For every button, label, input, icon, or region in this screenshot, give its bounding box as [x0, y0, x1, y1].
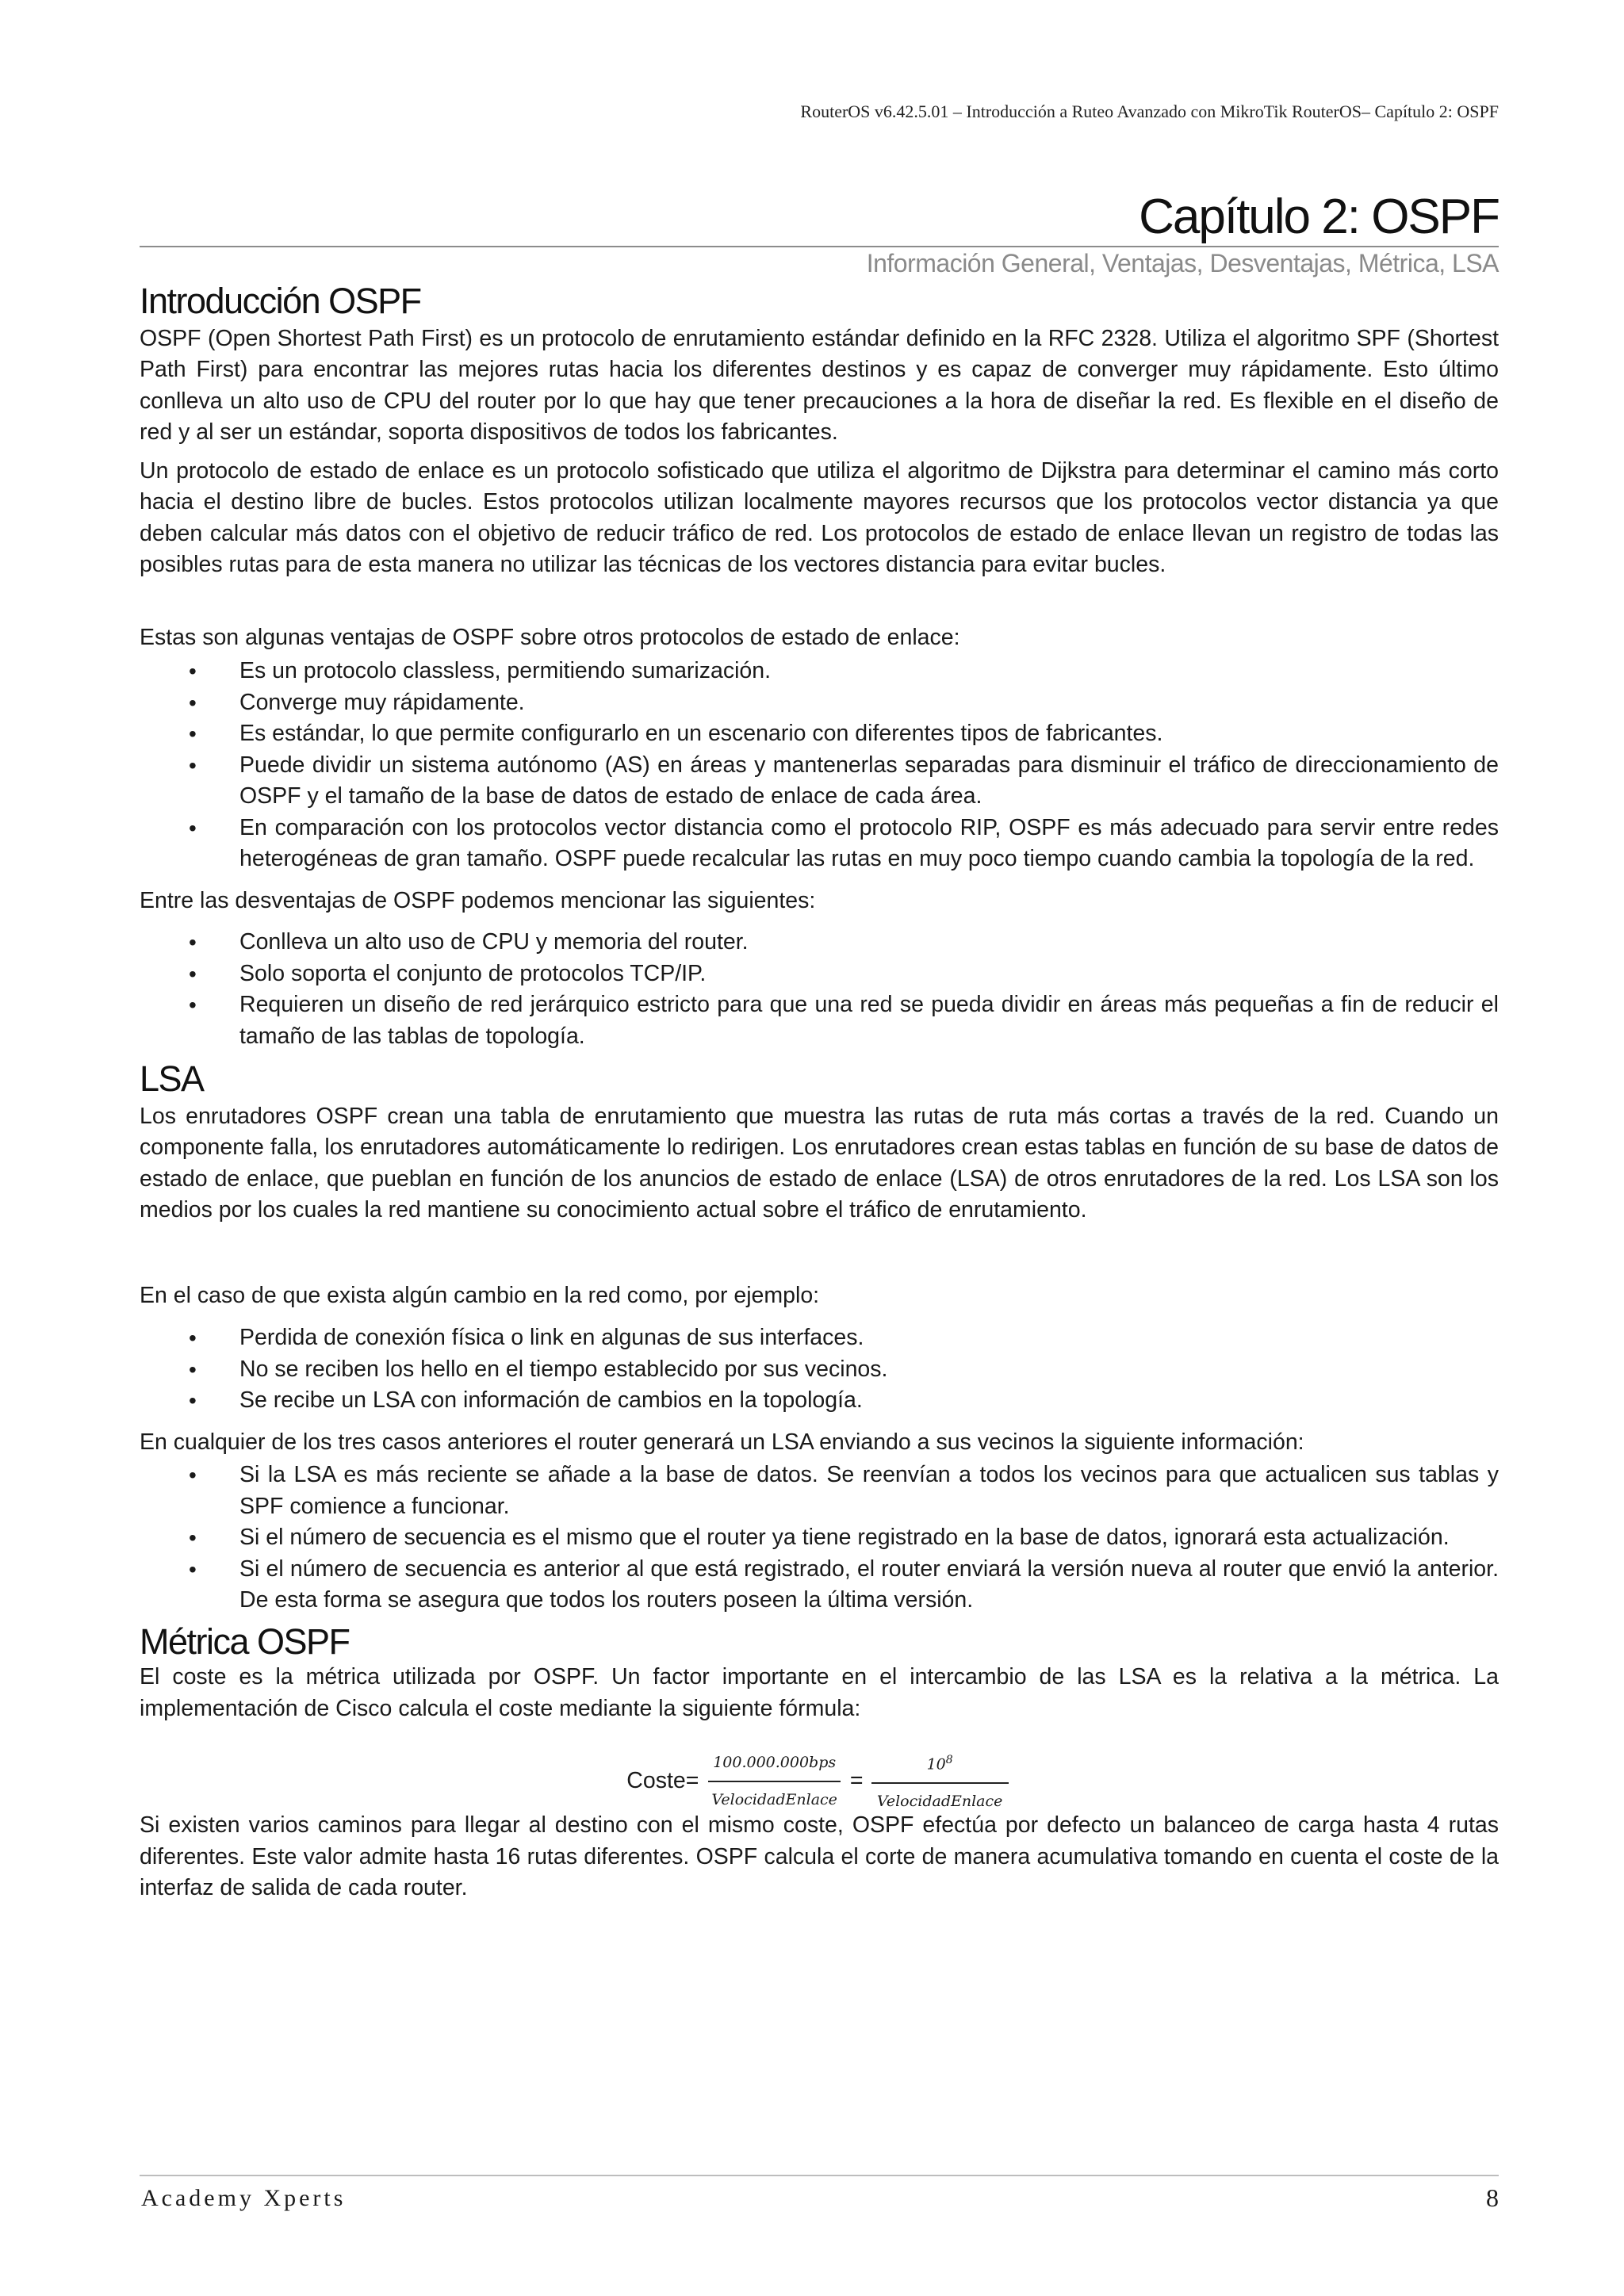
- list-item: • Es un protocolo classless, permitiendo sumarización.: [140, 656, 1499, 687]
- bullet-icon: •: [189, 752, 197, 778]
- list-item: • Requieren un diseño de red jerárquico estricto para que una red se pueda dividir en áreas más pequeñas a fin de reducir el tamaño de las tablas de topología.: [140, 989, 1499, 1052]
- chapter-title: Capítulo 2: OSPF: [1139, 189, 1499, 244]
- list-item: • Si el número de secuencia es el mismo que el router ya tiene registrado en la base de datos, ignorará esta actualización.: [140, 1522, 1499, 1554]
- bullet-icon: •: [189, 1525, 197, 1550]
- bullet-icon: •: [189, 659, 197, 683]
- changes-intro: En el caso de que exista algún cambio en la red como, por ejemplo:: [140, 1282, 820, 1308]
- advantages-intro: Estas son algunas ventajas de OSPF sobre otros protocolos de estado de enlace:: [140, 624, 960, 650]
- list-item: • No se reciben los hello en el tiempo establecido por sus vecinos.: [140, 1354, 1499, 1386]
- list-item: • Perdida de conexión física o link en algunas de sus interfaces.: [140, 1322, 1499, 1354]
- lsa-paragraph-1: Los enrutadores OSPF crean una tabla de enrutamiento que muestra las rutas de ruta más cortas a través de la red. Cuando un componente falla, los enrutadores automáticamente lo redirigen. Los enrutadores crean estas tablas en función de su base de datos de estado de enlace, que pueblan en función de los anuncios de estado de enlace (LSA) de otros enrutadores de la red. Los LSA son los medios por los cuales la red mantiene su conocimiento actual sobre el tráfico de enrutamiento.: [140, 1103, 1499, 1223]
- section-heading-metric: Métrica OSPF: [140, 1621, 350, 1662]
- list-item: • Es estándar, lo que permite configurarlo en un escenario con diferentes tipos de fabricantes.: [140, 718, 1499, 750]
- bullet-icon: •: [189, 1326, 197, 1350]
- title-divider: [140, 246, 1499, 247]
- list-item: • Puede dividir un sistema autónomo (AS) en áreas y mantenerlas separadas para disminuir el tráfico de direccionamiento de OSPF y el tamaño de la base de datos de estado de enlace de cada área.: [140, 750, 1499, 813]
- changes-list: [140, 1322, 1499, 1417]
- list-item: • Converge muy rápidamente.: [140, 687, 1499, 719]
- advantages-list: [140, 656, 1499, 875]
- formula-denominator: VelocidadEnlace: [876, 1793, 1003, 1811]
- bullet-icon: •: [189, 690, 197, 715]
- list-item: • Solo soporta el conjunto de protocolos TCP/IP.: [140, 959, 1499, 990]
- bullet-icon: •: [189, 930, 197, 955]
- cases-intro: En cualquier de los tres casos anteriores el router generará un LSA enviando a sus vecinos la siguiente información:: [140, 1429, 1304, 1455]
- cost-formula: [140, 1753, 1499, 1810]
- chapter-subtitle: Información General, Ventajas, Desventajas, Métrica, LSA: [866, 249, 1499, 277]
- formula-numerator: 100.000.000bps: [708, 1747, 841, 1782]
- list-item: • Si el número de secuencia es anterior al que está registrado, el router enviará la versión nueva al router que envió la anterior. De esta forma se asegura que todos los routers poseen la última versión.: [140, 1554, 1499, 1617]
- running-header: RouterOS v6.42.5.01 – Introducción a Ruteo Avanzado con MikroTik RouterOS– Capítulo 2: OSPF: [800, 101, 1499, 121]
- cases-list: [140, 1460, 1499, 1617]
- bullet-icon: •: [189, 721, 197, 746]
- bullet-icon: •: [189, 1463, 197, 1487]
- page-content: [140, 281, 1499, 1904]
- intro-paragraph-2: Un protocolo de estado de enlace es un protocolo sofisticado que utiliza el algoritmo de Dijkstra para determinar el camino más corto hacia el destino libre de bucles. Estos protocolos utilizan localmente mayores recursos que los protocolos vector distancia ya que deben calcular más datos con el objetivo de reducir tráfico de red. Los protocolos de estado de enlace llevan un registro de todas las posibles rutas para de esta manera no utilizar las técnicas de los vectores distancia para evitar bucles.: [140, 457, 1499, 577]
- footer-brand: Academy Xperts: [141, 2185, 347, 2211]
- footer-divider: [140, 2175, 1499, 2176]
- disadvantages-intro: Entre las desventajas de OSPF podemos mencionar las siguientes:: [140, 887, 816, 913]
- bullet-icon: •: [189, 1357, 197, 1382]
- bullet-icon: •: [189, 815, 197, 840]
- intro-paragraph-1: OSPF (Open Shortest Path First) es un protocolo de enrutamiento estándar definido en la RFC 2328. Utiliza el algoritmo SPF (Shortest Path First) para encontrar las mejores rutas hacia los diferentes destinos y es capaz de converger muy rápidamente. Esto último conlleva un alto uso de CPU del router por lo que hay que tener precauciones a la hora de diseñar la red. Es flexible en el diseño de red y al ser un estándar, soporta dispositivos de todos los fabricantes.: [140, 325, 1499, 445]
- formula-fraction-1: [707, 1747, 842, 1816]
- disadvantages-list: [140, 927, 1499, 1052]
- formula-label: Coste=: [626, 1768, 699, 1794]
- formula-numerator-power: $10^8$: [871, 1745, 1009, 1784]
- list-item: • Conlleva un alto uso de CPU y memoria del router.: [140, 927, 1499, 959]
- formula-denominator: VelocidadEnlace: [711, 1790, 837, 1808]
- list-item: • Se recibe un LSA con información de cambios en la topología.: [140, 1385, 1499, 1417]
- bullet-icon: •: [189, 961, 197, 986]
- section-heading-lsa: LSA: [140, 1058, 204, 1099]
- bullet-icon: •: [189, 1388, 197, 1413]
- formula-equals: =: [849, 1768, 864, 1794]
- metric-paragraph-1: El coste es la métrica utilizada por OSPF. Un factor importante en el intercambio de las LSA es la relativa a la métrica. La implementación de Cisco calcula el coste mediante la siguiente fórmula:: [140, 1664, 1499, 1721]
- list-item: • En comparación con los protocolos vector distancia como el protocolo RIP, OSPF es más adecuado para servir entre redes heterogéneas de gran tamaño. OSPF puede recalcular las rutas en muy poco tiempo cuando cambia la topología de la red.: [140, 813, 1499, 875]
- page-number: 8: [1486, 2183, 1499, 2212]
- bullet-icon: •: [189, 993, 197, 1017]
- section-heading-intro: Introducción OSPF: [140, 281, 421, 321]
- list-item: • Si la LSA es más reciente se añade a la base de datos. Se reenvían a todos los vecinos para que actualicen sus tablas y SPF comience a funcionar.: [140, 1460, 1499, 1522]
- bullet-icon: •: [189, 1556, 197, 1582]
- formula-fraction-2: [871, 1745, 1009, 1817]
- metric-paragraph-2: Si existen varios caminos para llegar al destino con el mismo coste, OSPF efectúa por defecto un balanceo de carga hasta 4 rutas diferentes. Este valor admite hasta 16 rutas diferentes. OSPF calcula el corte de manera acumulativa tomando en cuenta el coste de la interfaz de salida de cada router.: [140, 1812, 1499, 1900]
